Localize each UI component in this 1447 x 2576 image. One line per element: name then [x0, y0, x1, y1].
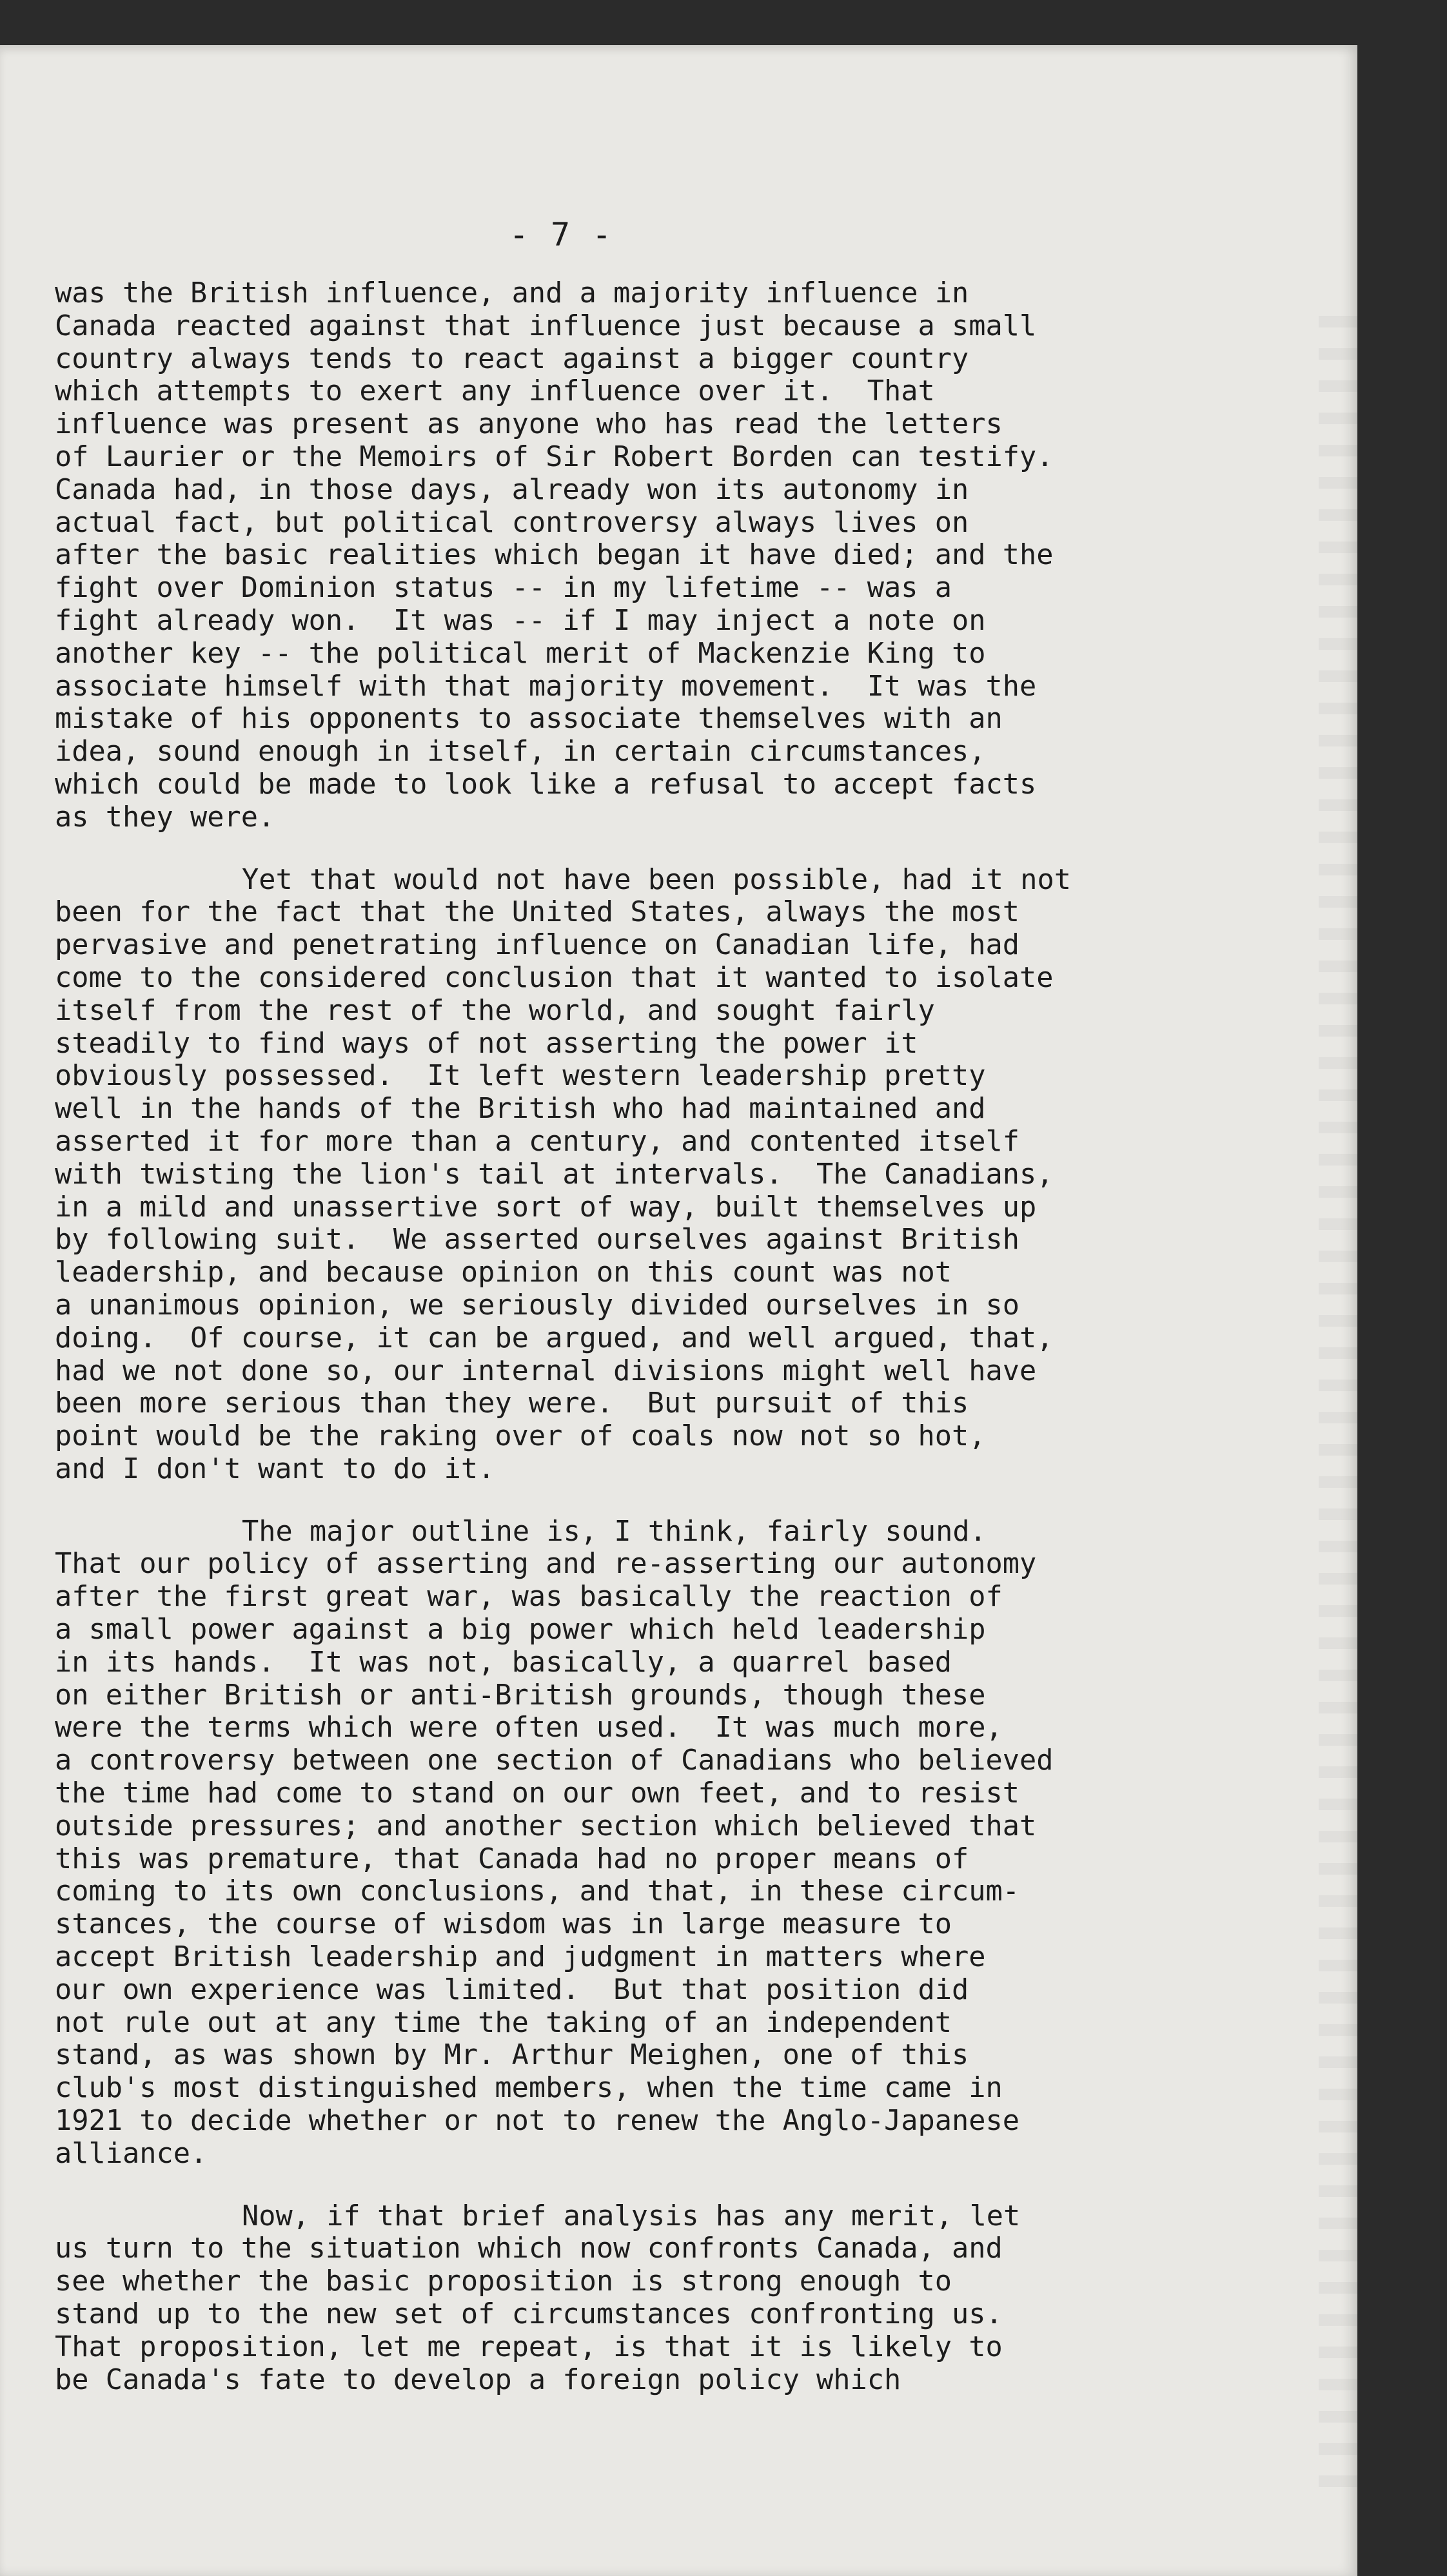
text-line: Canada had, in those days, already won its autonomy in — [55, 473, 969, 506]
text-line: Now, if that brief analysis has any merit, let — [242, 2200, 1021, 2232]
text-line: of Laurier or the Memoirs of Sir Robert Borden can testify. — [55, 440, 1054, 473]
text-line: steadily to find ways of not asserting the power it — [55, 1027, 918, 1060]
text-line: not rule out at any time the taking of an independent — [55, 2006, 952, 2039]
text-line: outside pressures; and another section which believed that — [55, 1810, 1037, 1842]
text-line: were the terms which were often used. It was much more, — [55, 1712, 1003, 1744]
text-line: actual fact, but political controversy always lives on — [55, 506, 969, 539]
text-line: Yet that would not have been possible, had it not — [242, 863, 1072, 896]
text-line: 1921 to decide whether or not to renew the Anglo-Japanese — [55, 2105, 1020, 2138]
text-line: be Canada's fate to develop a foreign policy which — [55, 2363, 901, 2396]
text-line: and I don't want to do it. — [55, 1452, 495, 1485]
text-line: coming to its own conclusions, and that, in these circum- — [55, 1875, 1020, 1908]
paragraph — [55, 1516, 1203, 2171]
text-line: was the British influence, and a majority influence in — [55, 277, 969, 309]
page-number: - 7 - — [509, 216, 613, 253]
text-line: Canada reacted against that influence just because a small — [55, 309, 1037, 342]
text-line: in its hands. It was not, basically, a quarrel based — [55, 1646, 952, 1679]
paragraph — [55, 2200, 1203, 2397]
text-line: our own experience was limited. But that position did — [55, 1973, 969, 2006]
text-line: fight already won. It was -- if I may inject a note on — [55, 604, 986, 637]
text-line: idea, sound enough in itself, in certain circumstances, — [55, 736, 986, 768]
text-line: The major outline is, I think, fairly sound. — [242, 1515, 987, 1548]
text-line: accept British leadership and judgment in matters where — [55, 1941, 986, 1974]
paragraph — [55, 864, 1203, 1486]
text-line: the time had come to stand on our own feet, and to resist — [55, 1777, 1020, 1810]
text-line: see whether the basic proposition is strong enough to — [55, 2265, 952, 2298]
text-line: with twisting the lion's tail at intervals. The Canadians, — [55, 1158, 1054, 1191]
text-line: influence was present as anyone who has read the letters — [55, 408, 1003, 441]
text-line: obviously possessed. It left western leadership pretty — [55, 1060, 986, 1093]
text-line: been more serious than they were. But pursuit of this — [55, 1387, 969, 1420]
text-line: a controversy between one section of Canadians who believed — [55, 1744, 1054, 1777]
text-line: stances, the course of wisdom was in large measure to — [55, 1908, 952, 1941]
text-line: which could be made to look like a refusal to accept facts — [55, 768, 1037, 801]
text-line: in a mild and unassertive sort of way, built themselves up — [55, 1191, 1037, 1224]
text-line: asserted it for more than a century, and contented itself — [55, 1125, 1020, 1158]
text-line: That our policy of asserting and re-asserting our autonomy — [55, 1548, 1037, 1581]
text-line: this was premature, that Canada had no proper means of — [55, 1842, 969, 1875]
text-line: on either British or anti-British grounds, though these — [55, 1679, 986, 1712]
text-line: itself from the rest of the world, and sought fairly — [55, 994, 935, 1027]
text-line: after the first great war, was basically the reaction of — [55, 1581, 1003, 1614]
text-line: club's most distinguished members, when the time came in — [55, 2072, 1003, 2105]
text-line: come to the considered conclusion that it wanted to isolate — [55, 961, 1054, 994]
text-line: country always tends to react against a bigger country — [55, 342, 969, 375]
text-line: a unanimous opinion, we seriously divided ourselves in so — [55, 1289, 1020, 1322]
text-line: stand, as was shown by Mr. Arthur Meighen, one of this — [55, 2039, 969, 2072]
paragraph — [55, 277, 1203, 834]
text-line: well in the hands of the British who had maintained and — [55, 1093, 986, 1126]
text-line: pervasive and penetrating influence on Canadian life, had — [55, 929, 1020, 962]
text-line: leadership, and because opinion on this count was not — [55, 1256, 952, 1289]
text-line: a small power against a big power which held leadership — [55, 1614, 986, 1646]
document-page — [0, 45, 1357, 2576]
text-line: fight over Dominion status -- in my lifetime -- was a — [55, 572, 952, 605]
text-line: us turn to the situation which now confronts Canada, and — [55, 2232, 1003, 2265]
text-line: mistake of his opponents to associate themselves with an — [55, 703, 1003, 736]
text-line: after the basic realities which began it have died; and the — [55, 539, 1054, 572]
text-line: alliance. — [55, 2137, 208, 2170]
text-line: as they were. — [55, 801, 275, 834]
text-line: associate himself with that majority movement. It was the — [55, 670, 1037, 703]
body-text — [55, 277, 1203, 2426]
text-line: had we not done so, our internal divisions might well have — [55, 1354, 1037, 1387]
text-line: That proposition, let me repeat, is that it is likely to — [55, 2330, 1003, 2363]
text-line: been for the fact that the United States, always the most — [55, 896, 1020, 929]
text-line: another key -- the political merit of Mackenzie King to — [55, 637, 986, 670]
text-line: which attempts to exert any influence over it. That — [55, 375, 935, 408]
text-line: doing. Of course, it can be argued, and well argued, that, — [55, 1322, 1054, 1354]
show-through-shadow — [1319, 316, 1357, 2508]
text-line: stand up to the new set of circumstances confronting us. — [55, 2298, 1003, 2331]
text-line: by following suit. We asserted ourselves against British — [55, 1224, 1020, 1256]
text-line: point would be the raking over of coals now not so hot, — [55, 1420, 986, 1453]
